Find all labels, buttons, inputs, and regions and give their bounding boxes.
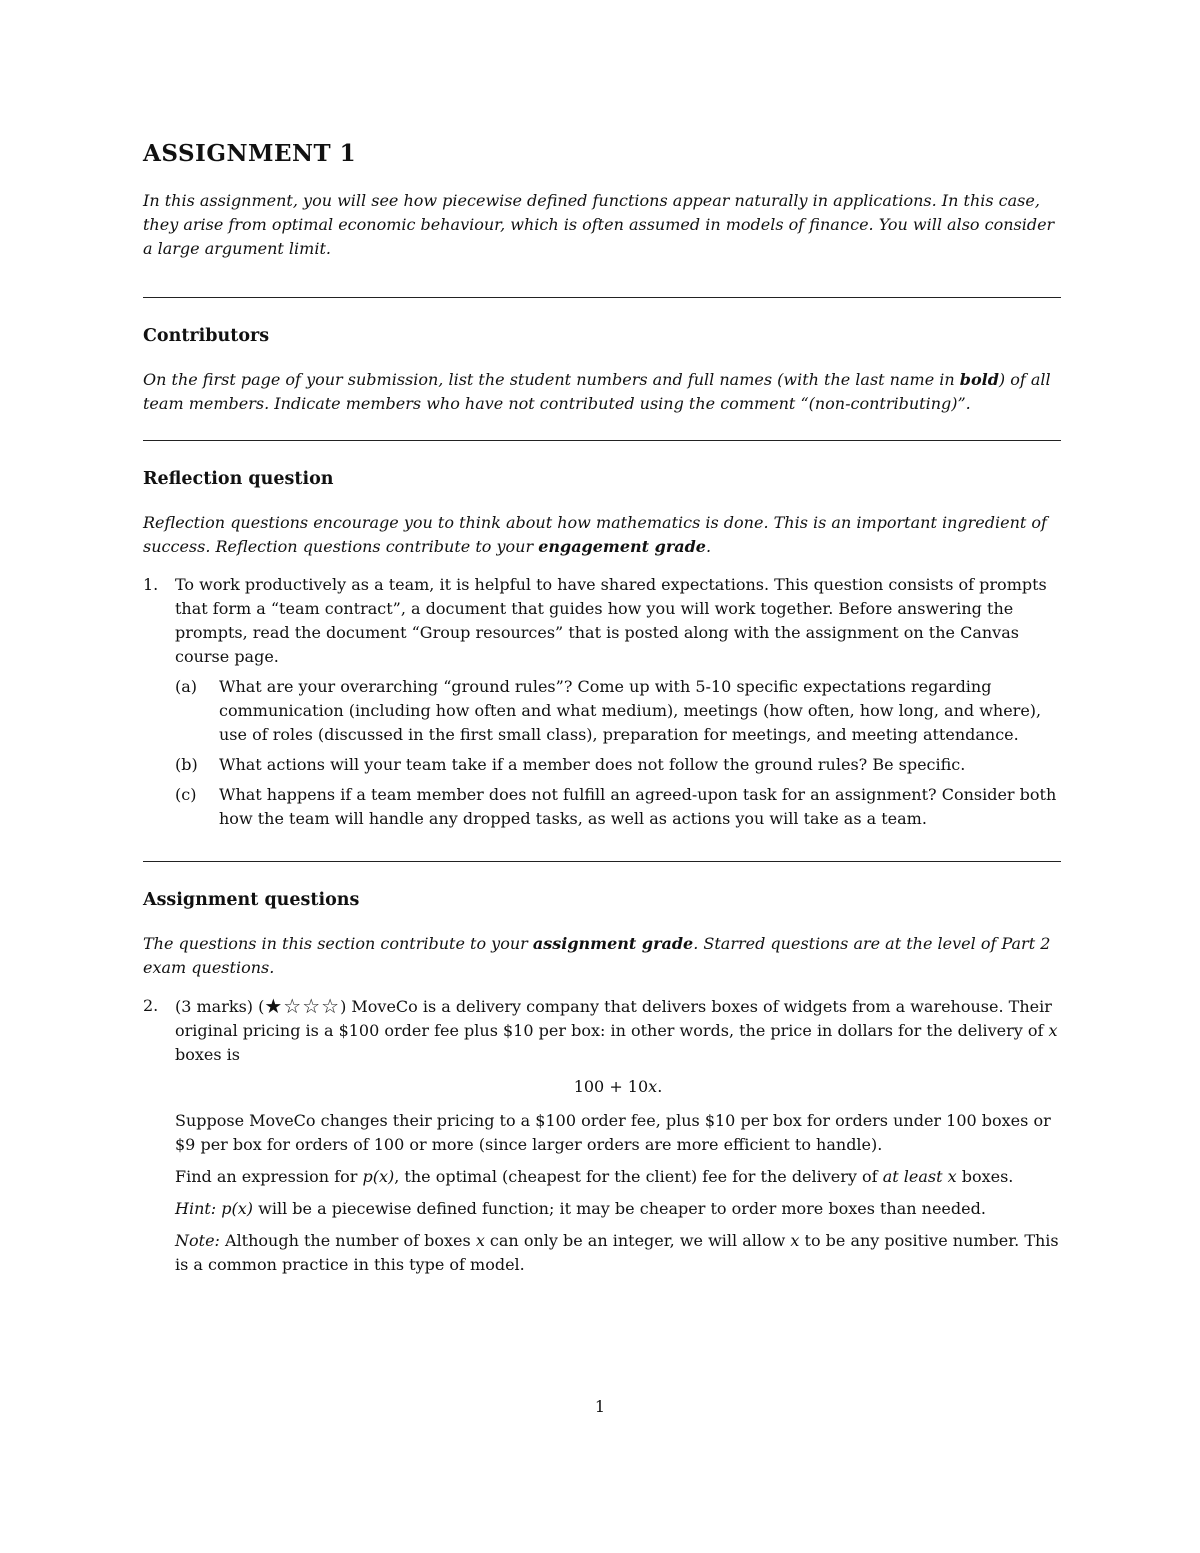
formula-text: .	[657, 1077, 663, 1096]
note-text: Although the number of boxes	[219, 1231, 476, 1250]
question-text: To work productively as a team, it is helpful to have shared expectations. This question consists of prompts that form a “team contract”, a document that guides how you will work together. Before answering the prompts, read the document “Group resources” that is posted along with the assignment on the Canvas course page.	[175, 575, 1047, 666]
section-divider	[143, 297, 1061, 298]
assignment-heading: Assignment questions	[143, 890, 360, 910]
page-number: 1	[594, 1397, 606, 1416]
intro-paragraph: In this assignment, you will see how piecewise defined functions appear naturally in applications. In this case, they arise from optimal economic behaviour, which is often assumed in models of finance. You will also consider a large argument limit.	[143, 191, 1055, 258]
difficulty-stars	[264, 994, 340, 1018]
math-function: p(x)	[221, 1199, 254, 1218]
math-variable: x	[790, 1231, 800, 1250]
sub-text: What are your overarching “ground rules”? Come up with 5-10 specific expectations regarding communication (including how often and what medium), meetings (how often, how long, and where), use of roles (discussed in the first small class), preparation for meetings, and meeting attendance.	[219, 677, 1042, 744]
question-2-task	[175, 1165, 1061, 1189]
assignment-text-part: . Starred questions are at the level of Part 2 exam questions.	[143, 934, 1051, 977]
sub-label: (b)	[175, 755, 198, 774]
question-2-pricing: Suppose MoveCo changes their pricing to a $100 order fee, plus $10 per box for orders under 100 boxes or $9 per box for orders of 100 or more (since larger orders are more efficient to handle).	[175, 1111, 1051, 1154]
engagement-grade-label: engagement grade	[538, 537, 706, 556]
section-divider	[143, 861, 1061, 862]
question-number: 2.	[143, 996, 159, 1015]
question-1b	[175, 753, 1061, 777]
contributors-heading: Contributors	[143, 326, 270, 346]
task-text: boxes.	[956, 1167, 1014, 1186]
contributors-text	[143, 368, 1061, 416]
reflection-section	[143, 469, 1061, 831]
question-2-note	[175, 1229, 1061, 1277]
note-label: Note:	[175, 1231, 220, 1250]
contributors-section	[143, 326, 1061, 416]
math-variable: x	[475, 1231, 485, 1250]
math-variable: x	[1048, 1021, 1058, 1040]
assignment-section	[143, 890, 1061, 1285]
sub-text: What happens if a team member does not fulfill an agreed-upon task for an assignment? Consider both how the team will handle any dropped tasks, as well as actions you will take as a team.	[219, 785, 1057, 828]
hint-label: Hint:	[175, 1199, 217, 1218]
question-2-text: boxes is	[175, 1045, 240, 1064]
sub-text: What actions will your team take if a member does not follow the ground rules? Be specific.	[219, 755, 966, 774]
question-2	[143, 994, 1061, 1285]
hint-text: will be a piecewise defined function; it may be cheaper to order more boxes than needed.	[253, 1199, 986, 1218]
sub-label: (a)	[175, 677, 198, 696]
reflection-text	[143, 511, 1061, 559]
note-text: to be any positive number. This is a common practice in this type of model.	[175, 1231, 1059, 1274]
question-2-intro: (3 marks) (★☆☆☆) MoveCo is a delivery company that delivers boxes of widgets from a warehouse. Their original pricing is a $100 order fee plus $10 per box: in other words, the price in dollars for the delivery of x boxes is	[175, 994, 1058, 1064]
bold-word: bold	[959, 370, 999, 389]
assignment-text	[143, 932, 1061, 980]
question-body	[175, 573, 1061, 831]
note-text: can only be an integer, we will allow	[484, 1231, 791, 1250]
math-function: p(x)	[362, 1167, 395, 1186]
task-text: , the optimal (cheapest for the client) fee for the delivery of	[394, 1167, 883, 1186]
question-1c	[175, 783, 1061, 831]
section-divider	[143, 440, 1061, 441]
assignment-title: ASSIGNMENT 1	[143, 140, 357, 167]
reflection-heading: Reflection question	[143, 469, 334, 489]
emphasis-text: at least x	[882, 1167, 957, 1186]
reflection-text-part: .	[705, 537, 712, 556]
sub-label: (c)	[175, 785, 197, 804]
question-number: 1.	[143, 575, 159, 594]
question-2-hint	[175, 1197, 1061, 1221]
assignment-grade-label: assignment grade	[532, 934, 694, 953]
page-content	[143, 140, 1061, 1285]
question-body	[175, 994, 1061, 1285]
math-variable: x	[648, 1077, 658, 1096]
reflection-text-part: Reflection questions encourage you to think about how mathematics is done. This is an important ingredient of success. Reflection questions contribute to your	[143, 513, 1047, 556]
formula-text: 100 + 10	[573, 1077, 649, 1096]
star-empty-icon: ☆☆☆	[283, 994, 341, 1018]
contributors-text-part: ) of all team members. Indicate members who have not contributed using the comment “(non-contributing)”.	[143, 370, 1051, 413]
question-1	[143, 573, 1061, 831]
contributors-text-part: On the first page of your submission, list the student numbers and full names (with the last name in	[143, 370, 960, 389]
assignment-text-part: The questions in this section contribute to your	[143, 934, 533, 953]
task-text: Find an expression for	[175, 1167, 363, 1186]
star-filled-icon: ★	[264, 994, 284, 1018]
question-2-text: MoveCo is a delivery company that delivers boxes of widgets from a warehouse. Their original pricing is a $100 order fee plus $10 per box: in other words, the price in dollars for the delivery of	[175, 997, 1052, 1040]
marks-label: (3 marks)	[175, 997, 254, 1016]
price-formula	[175, 1075, 1061, 1099]
question-1a	[175, 675, 1061, 747]
